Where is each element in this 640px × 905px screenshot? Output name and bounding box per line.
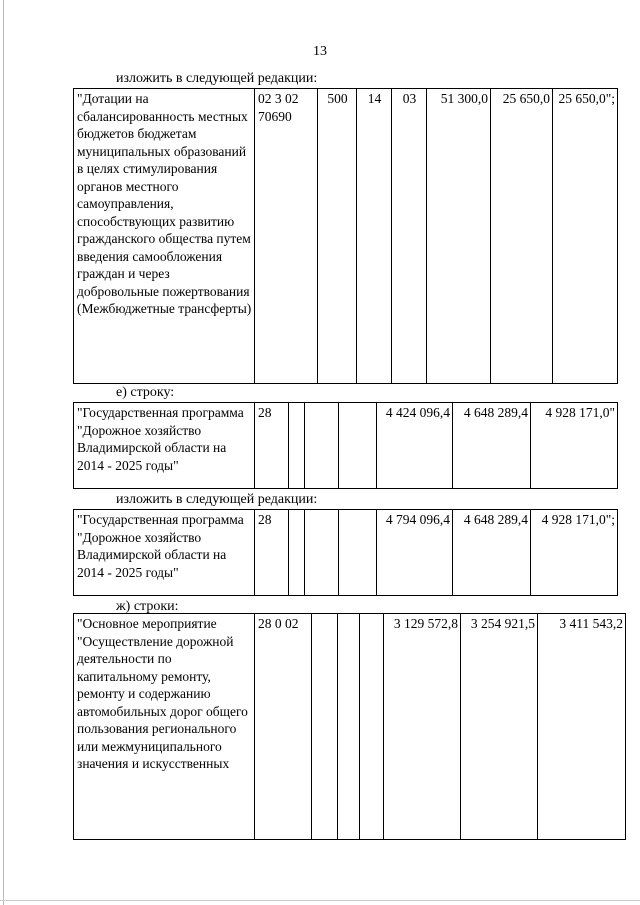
row-value-1: 51 300,0 bbox=[427, 89, 491, 384]
budget-table-3 bbox=[73, 509, 618, 596]
page-number: 13 bbox=[313, 44, 327, 59]
row-value-1: 4 424 096,4 bbox=[377, 403, 453, 489]
row-rz: 14 bbox=[357, 89, 392, 384]
row-value-3: 3 411 543,2 bbox=[538, 614, 626, 840]
table-row bbox=[74, 614, 626, 840]
row-value-1: 3 129 572,8 bbox=[384, 614, 461, 840]
row-empty bbox=[305, 403, 339, 489]
row-value-3: 25 650,0"; bbox=[553, 89, 618, 384]
row-empty bbox=[339, 510, 377, 596]
row-name: "Государственная программа "Дорожное хозяйство Владимирской области на 2014 - 2025 годы" bbox=[74, 403, 255, 489]
row-empty bbox=[339, 403, 377, 489]
table-row bbox=[74, 89, 618, 384]
row-value-2: 4 648 289,4 bbox=[453, 403, 531, 489]
budget-table-4 bbox=[73, 613, 626, 840]
row-empty bbox=[289, 510, 305, 596]
section-intro: е) строку: bbox=[116, 385, 175, 400]
budget-table-2 bbox=[73, 402, 618, 489]
row-name: "Государственная программа "Дорожное хозяйство Владимирской области на 2014 - 2025 годы" bbox=[74, 510, 255, 596]
row-value-2: 25 650,0 bbox=[491, 89, 553, 384]
row-value-2: 4 648 289,4 bbox=[453, 510, 531, 596]
budget-table-1 bbox=[73, 88, 618, 384]
row-value-2: 3 254 921,5 bbox=[461, 614, 538, 840]
row-value-3: 4 928 171,0" bbox=[531, 403, 618, 489]
row-empty bbox=[312, 614, 338, 840]
row-value-3: 4 928 171,0"; bbox=[531, 510, 618, 596]
row-empty bbox=[360, 614, 384, 840]
section-intro: ж) строки: bbox=[116, 599, 179, 614]
section-intro: изложить в следующей редакции: bbox=[116, 71, 318, 86]
row-name: "Дотации на сбалансированность местных бюджетов бюджетам муниципальных образований в целях стимулирования органов местного самоуправления, способствующих развитию гражданского общества путем введения самообложения граждан и через добровольные пожертвования (Межбюджетные трансферты) bbox=[74, 89, 255, 384]
row-empty bbox=[338, 614, 360, 840]
row-pr: 03 bbox=[392, 89, 427, 384]
page-edge bbox=[3, 0, 4, 905]
row-empty bbox=[289, 403, 305, 489]
page-bottom-edge bbox=[0, 900, 640, 901]
table-row bbox=[74, 510, 618, 596]
row-value-1: 4 794 096,4 bbox=[377, 510, 453, 596]
row-vr: 500 bbox=[318, 89, 357, 384]
row-empty bbox=[305, 510, 339, 596]
row-code: 02 3 02 70690 bbox=[255, 89, 318, 384]
section-intro: изложить в следующей редакции: bbox=[116, 492, 318, 507]
row-code: 28 0 02 bbox=[255, 614, 312, 840]
row-name: "Основное мероприятие "Осуществление дорожной деятельности по капитальному ремонту, ремонту и содержанию автомобильных дорог общего пользования регионального или межмуниципального значения и искусственных bbox=[74, 614, 255, 840]
row-code: 28 bbox=[255, 403, 289, 489]
table-row bbox=[74, 403, 618, 489]
row-code: 28 bbox=[255, 510, 289, 596]
